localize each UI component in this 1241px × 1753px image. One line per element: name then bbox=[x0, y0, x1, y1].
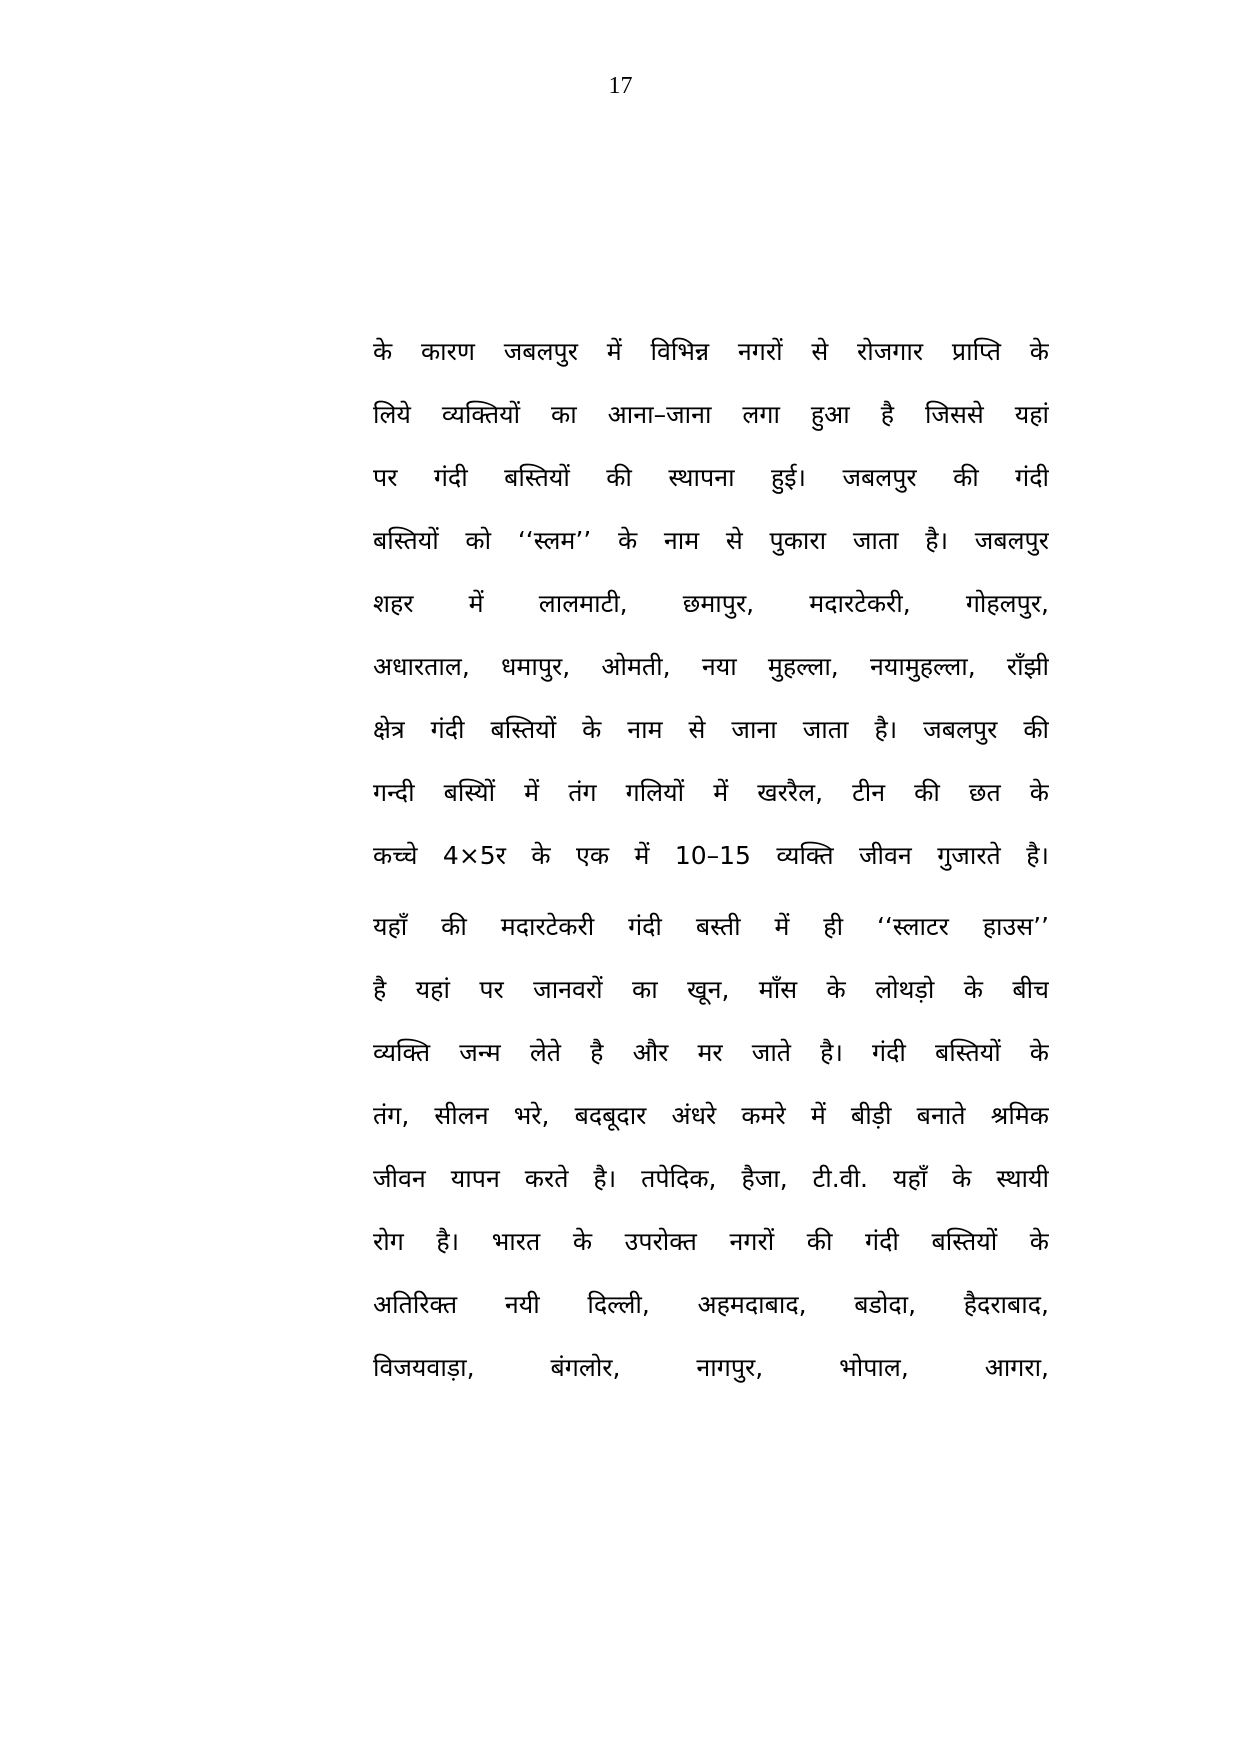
text-line: पर गंदी बस्तियों की स्थापना हुई। जबलपुर की गंदी bbox=[373, 463, 1049, 492]
text-line: यहाँ की मदारटेकरी गंदी बस्ती में ही ‘‘स्लाटर हाउस’’ bbox=[373, 912, 1049, 941]
body-text bbox=[373, 320, 1049, 1399]
text-line: व्यक्ति जन्म लेते है और मर जाते है। गंदी बस्तियों के bbox=[373, 1038, 1049, 1067]
text-line: कच्चे 4×5र के एक में 10–15 व्यक्ति जीवन गुजारते है। bbox=[373, 841, 1049, 870]
text-line: अतिरिक्त नयी दिल्ली, अहमदाबाद, बडोदा, हैदराबाद, bbox=[373, 1290, 1049, 1319]
text-line: बस्तियों को ‘‘स्लम’’ के नाम से पुकारा जाता है। जबलपुर bbox=[373, 526, 1049, 555]
text-line: के कारण जबलपुर में विभिन्न नगरों से रोजगार प्राप्ति के bbox=[373, 337, 1049, 366]
text-line: क्षेत्र गंदी बस्तियों के नाम से जाना जाता है। जबलपुर की bbox=[373, 715, 1049, 744]
text-line: तंग, सीलन भरे, बदबूदार अंधरे कमरे में बीड़ी बनाते श्रमिक bbox=[373, 1101, 1049, 1130]
text-line: गन्दी बस्यिों में तंग गलियों में खररैल, टीन की छत के bbox=[373, 778, 1049, 807]
text-line: अधारताल, धमापुर, ओमती, नया मुहल्ला, नयामुहल्ला, राँझी bbox=[373, 652, 1049, 681]
text-line: लिये व्यक्तियों का आना–जाना लगा हुआ है जिससे यहां bbox=[373, 400, 1049, 429]
text-line: है यहां पर जानवरों का खून, माँस के लोथड़ो के बीच bbox=[373, 975, 1049, 1004]
text-line: शहर में लालमाटी, छमापुर, मदारटेकरी, गोहलपुर, bbox=[373, 589, 1049, 618]
text-line: जीवन यापन करते है। तपेदिक, हैजा, टी.वी. यहाँ के स्थायी bbox=[373, 1164, 1049, 1193]
line-gap bbox=[373, 887, 1049, 895]
text-line: रोग है। भारत के उपरोक्त नगरों की गंदी बस्तियों के bbox=[373, 1227, 1049, 1256]
text-line: विजयवाड़ा, बंगलोर, नागपुर, भोपाल, आगरा, bbox=[373, 1353, 1049, 1382]
page-number: 17 bbox=[608, 73, 633, 99]
